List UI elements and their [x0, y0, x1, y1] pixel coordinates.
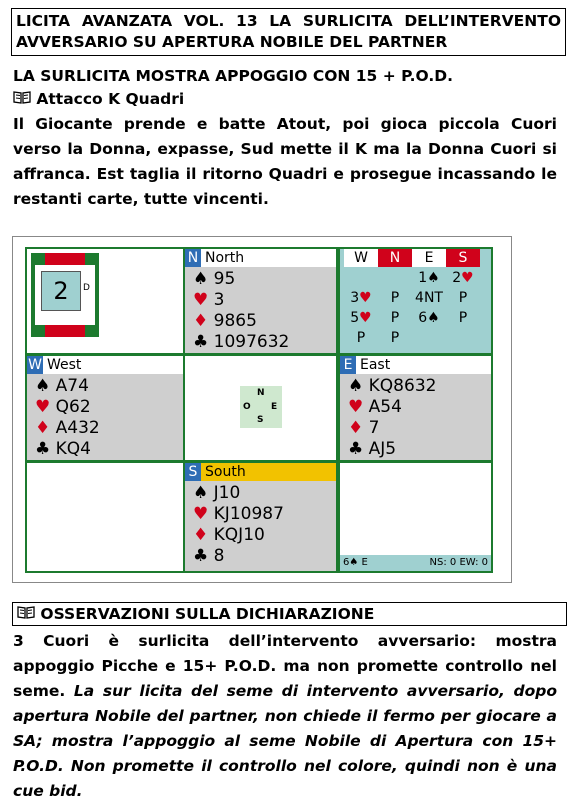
- club-icon: ♣: [348, 439, 364, 459]
- spade-icon: ♠: [193, 269, 209, 289]
- seat-east-name: East: [360, 357, 391, 373]
- observations-title: OSSERVAZIONI SULLA DICHIARAZIONE: [40, 605, 375, 623]
- seat-north-badge: N: [185, 249, 201, 267]
- board-number-cell: [25, 247, 185, 355]
- west-spades: A74: [55, 376, 89, 396]
- bid-call: P: [390, 310, 400, 326]
- east-hand: [338, 354, 493, 462]
- club-icon: ♣: [193, 332, 209, 352]
- heart-icon: ♥: [348, 397, 364, 417]
- bid-call: 4NT: [415, 290, 443, 306]
- west-diamonds: A432: [55, 418, 100, 438]
- north-spades: 95: [213, 269, 236, 289]
- west-hearts: Q62: [55, 397, 91, 417]
- club-icon: ♣: [193, 546, 209, 566]
- bidding-table: [338, 247, 493, 355]
- diamond-icon: ♦: [193, 311, 209, 331]
- bid-header-north: N: [378, 249, 412, 267]
- open-book-icon: [17, 603, 35, 625]
- bid-call: P: [390, 290, 400, 306]
- east-diamonds: 7: [368, 418, 380, 438]
- east-spades: KQ8632: [368, 376, 437, 396]
- play-description: Il Giocante prende e batte Atout, poi gioca piccola Cuori verso la Donna, expasse, Sud mette il K ma la Donna Cuori si affranca. Est taglia il ritorno Quadri e prosegue incassando le restanti carte, tutte vincenti.: [13, 115, 557, 208]
- observations-text: [13, 629, 557, 804]
- west-clubs: KQ4: [55, 439, 92, 459]
- bid-header-west: W: [344, 249, 378, 267]
- spade-icon: ♠: [193, 483, 209, 503]
- north-clubs: 1097632: [213, 332, 290, 352]
- seat-south-badge: S: [185, 463, 201, 481]
- south-hearts: KJ10987: [213, 504, 284, 524]
- spade-icon: ♠: [35, 376, 51, 396]
- bid-call: P: [356, 330, 366, 346]
- vulnerability-indicator: [31, 253, 99, 337]
- north-diamonds: 9865: [213, 311, 257, 331]
- open-book-icon: [13, 89, 31, 110]
- contract-status-bar: [340, 555, 491, 571]
- east-hearts: A54: [368, 397, 402, 417]
- heart-icon: ♥: [193, 290, 209, 310]
- bid-call: 5♥: [350, 310, 372, 326]
- contract-cell: [338, 461, 493, 573]
- seat-south-name: South: [205, 464, 246, 480]
- seat-east-badge: E: [340, 356, 356, 374]
- diamond-icon: ♦: [193, 525, 209, 545]
- compass-icon: N O E S: [240, 386, 282, 428]
- bid-call: P: [458, 310, 468, 326]
- bid-header-east: E: [412, 249, 446, 267]
- seat-north-name: North: [205, 250, 245, 266]
- lead-text: Attacco K Quadri: [36, 90, 185, 108]
- west-hand: [25, 354, 185, 462]
- lead-line: [13, 89, 184, 110]
- south-clubs: 8: [213, 546, 225, 566]
- contract: 6♠ E: [343, 557, 368, 568]
- diamond-icon: ♦: [35, 418, 51, 438]
- bid-call: 6♠: [418, 310, 440, 326]
- club-icon: ♣: [35, 439, 51, 459]
- bridge-board: [12, 236, 512, 583]
- seat-west-name: West: [47, 357, 82, 373]
- score: NS: 0 EW: 0: [429, 557, 488, 568]
- seat-west-badge: W: [28, 357, 42, 373]
- document-title: LICITA AVANZATA VOL. 13 LA SURLICITA DELL’INTERVENTO AVVERSARIO SU APERTURA NOBILE DEL PARTNER: [11, 8, 566, 56]
- board-number: 2: [41, 271, 81, 311]
- bid-call: 3♥: [350, 290, 372, 306]
- south-spades: J10: [213, 483, 241, 503]
- north-hand: [183, 247, 338, 355]
- south-hand: [183, 461, 338, 573]
- observations-bold: 3 Cuori è surlicita dell’intervento avversario: mostra appoggio Picche e 15+ P.O.D. ma non promette controllo nel seme.: [13, 632, 557, 700]
- east-clubs: AJ5: [368, 439, 397, 459]
- observations-italic: La sur licita del seme di intervento avversario, dopo apertura Nobile del partner, non chiede il fermo per giocare a SA; mostra l’appoggio al seme Nobile di Apertura con 15+ P.O.D. Non promette il controllo nel colore, quindi non è una cue bid.: [13, 682, 557, 800]
- bid-call: P: [390, 330, 400, 346]
- bid-header-south: S: [446, 249, 480, 267]
- spade-icon: ♠: [348, 376, 364, 396]
- diamond-icon: ♦: [348, 418, 364, 438]
- observations-header: [12, 602, 567, 626]
- heart-icon: ♥: [35, 397, 51, 417]
- bid-call: 1♠: [418, 270, 440, 286]
- heart-icon: ♥: [193, 504, 209, 524]
- bid-call: P: [458, 290, 468, 306]
- empty-cell: [25, 461, 185, 573]
- section-subtitle: LA SURLICITA MOSTRA APPOGGIO CON 15 + P.O.D.: [13, 67, 453, 85]
- north-hearts: 3: [213, 290, 225, 310]
- bid-call: 2♥: [452, 270, 474, 286]
- south-diamonds: KQJ10: [213, 525, 265, 545]
- dealer-marker: D: [83, 283, 90, 293]
- table-center: [183, 354, 338, 462]
